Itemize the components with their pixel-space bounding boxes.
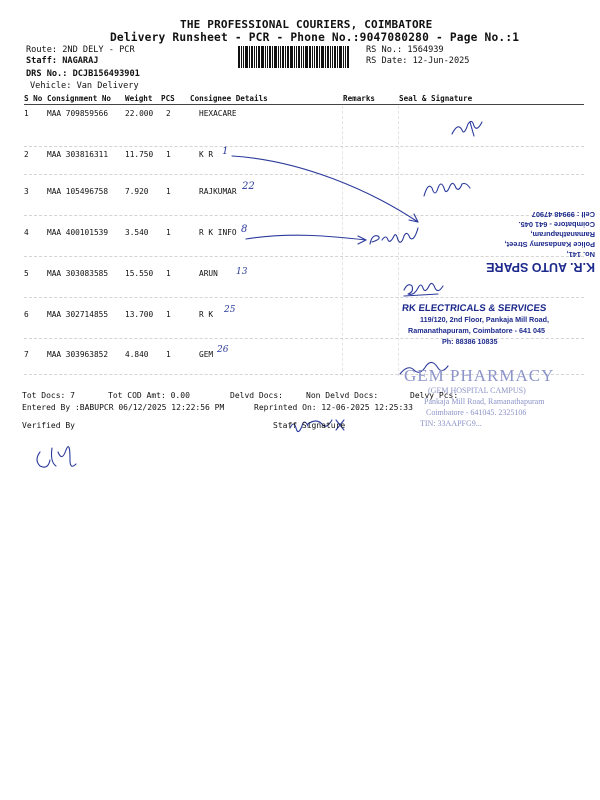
row-sno: 6: [24, 310, 29, 319]
verified-by: Verified By: [22, 421, 75, 430]
row-consignment: MAA 400101539: [47, 228, 109, 237]
kr-auto-name: K.R. AUTO SPARE: [486, 260, 595, 274]
row-sno: 3: [24, 187, 29, 196]
row-weight: 3.540: [125, 228, 149, 237]
col-sno: S No: [24, 94, 43, 103]
handwritten-number: 22: [242, 181, 255, 192]
delvd-docs: Delvd Docs:: [230, 391, 283, 400]
row-weight: 4.840: [125, 350, 149, 359]
row-weight: 7.920: [125, 187, 149, 196]
rk-electricals-phone: Ph: 88386 10835: [442, 337, 498, 346]
row-consignee: K R: [199, 150, 214, 159]
vehicle-label: Vehicle: Van Delivery: [30, 81, 139, 91]
tot-docs: Tot Docs: 7: [22, 391, 75, 400]
row-pcs: 1: [166, 310, 171, 319]
row-consignee: RAJKUMAR: [199, 187, 237, 196]
kr-auto-line: Police Kandasamy Street,: [504, 240, 595, 249]
col-consignee: Consignee Details: [190, 94, 268, 103]
kr-auto-line: Cell : 99948 47907: [531, 210, 595, 219]
entered-by: Entered By :BABUPCR 06/12/2025 12:22:56 PM: [22, 403, 225, 412]
rk-electricals-name: RK ELECTRICALS & SERVICES: [401, 303, 547, 314]
handwritten-number: 13: [236, 267, 248, 277]
col-weight: Weight: [125, 94, 153, 103]
row-sno: 5: [24, 269, 29, 278]
row-weight: 15.550: [125, 269, 154, 278]
row-pcs: 1: [166, 150, 171, 159]
rk-electricals-stamp: [402, 303, 549, 347]
row-consignee: GEM: [199, 350, 214, 359]
row-consignment: MAA 105496758: [47, 187, 109, 196]
row-weight: 11.750: [125, 150, 154, 159]
handwritten-number: 8: [241, 224, 248, 235]
gem-pharmacy-line: TIN: 33AAPFG9...: [420, 419, 482, 428]
row-sno: 1: [24, 109, 29, 118]
staff-signature: Staff Signature: [273, 421, 346, 430]
gem-pharmacy-line: (GEM HOSPITAL CAMPUS): [428, 386, 526, 395]
gem-pharmacy-line: Coimbatore - 641045. 2325106: [426, 408, 527, 417]
handwritten-number: 1: [222, 146, 229, 157]
runsheet-subtitle: Delivery Runsheet - PCR - Phone No.:9047080280 - Page No.:1: [110, 31, 520, 44]
row-pcs: 1: [166, 187, 171, 196]
row-weight: 13.700: [125, 310, 154, 319]
kr-auto-line: No. 141,: [566, 250, 595, 259]
row-consignee: R K INFO: [199, 228, 237, 237]
gem-pharmacy-line: Pankaja Mill Road, Ramanathapuram: [424, 397, 545, 406]
reprinted-on: Reprinted On: 12-06-2025 12:25:33: [254, 403, 413, 412]
handwritten-number: 25: [224, 305, 236, 315]
drs-number: DRS No.: DCJB156493901: [26, 69, 140, 79]
handwritten-number: 26: [217, 345, 229, 355]
row-consignment: MAA 709859566: [47, 109, 109, 118]
rs-date: RS Date: 12-Jun-2025: [366, 56, 470, 66]
rk-electricals-address: Ramanathapuram, Coimbatore - 641 045: [408, 326, 546, 335]
tot-cod-amt: Tot COD Amt: 0.00: [108, 391, 190, 400]
row-pcs: 1: [166, 228, 171, 237]
rs-number: RS No.: 1564939: [366, 45, 444, 55]
col-seal: Seal & Signature: [399, 94, 473, 103]
row-consignment: MAA 303083585: [47, 269, 109, 278]
kr-auto-stamp: [420, 176, 595, 274]
gem-pharmacy-name: GEM PHARMACY: [404, 366, 555, 385]
route-label: Route: 2ND DELY - PCR: [26, 45, 135, 55]
row-consignee: ARUN: [199, 269, 218, 278]
row-sno: 4: [24, 228, 29, 237]
col-remarks: Remarks: [343, 94, 376, 103]
row-consignment: MAA 303816311: [47, 150, 109, 159]
row-consignee: HEXACARE: [199, 109, 237, 118]
row-sno: 2: [24, 150, 29, 159]
row-sno: 7: [24, 350, 29, 359]
row-pcs: 1: [166, 350, 171, 359]
staff-label: Staff: NAGARAJ: [26, 56, 99, 66]
company-name: THE PROFESSIONAL COURIERS, COIMBATORE: [180, 18, 433, 31]
delvy-pcs: Delvy Pcs:: [410, 391, 459, 400]
kr-auto-line: Coimbatore - 641 045.: [518, 220, 595, 229]
row-consignment: MAA 302714855: [47, 310, 109, 319]
row-pcs: 2: [166, 109, 171, 118]
kr-auto-line: Ramanathapuram,: [530, 230, 595, 239]
col-pcs: PCS: [161, 94, 175, 103]
non-delvd-docs: Non Delvd Docs:: [306, 391, 379, 400]
row-pcs: 1: [166, 269, 171, 278]
rk-electricals-address: 119/120, 2nd Floor, Pankaja Mill Road,: [420, 315, 550, 324]
row-consignee: R K: [199, 310, 214, 319]
row-consignment: MAA 303963852: [47, 350, 109, 359]
row-weight: 22.000: [125, 109, 154, 118]
col-consignment: Consignment No: [47, 94, 112, 103]
